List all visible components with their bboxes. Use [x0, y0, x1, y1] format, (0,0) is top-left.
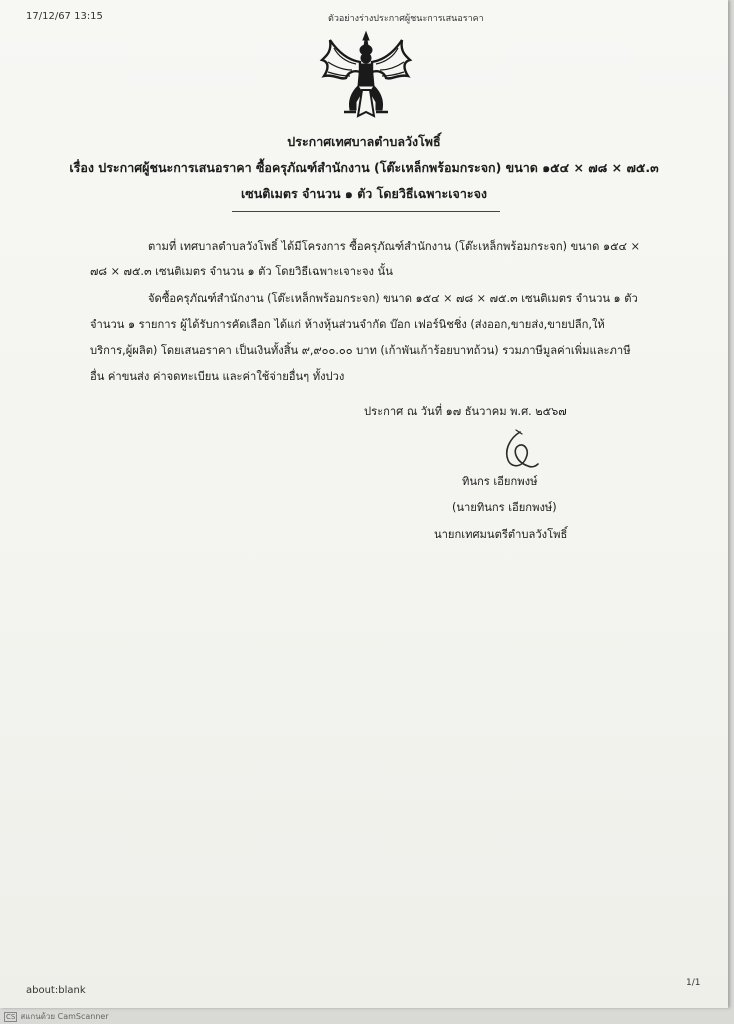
body-paragraph2-line1: จัดซื้อครุภัณฑ์สำนักงาน (โต๊ะเหล็กพร้อมกระจก) ขนาด ๑๕๔ × ๗๘ × ๗๕.๓ เซนติเมตร จำนวน ๑ ตัว — [148, 292, 638, 305]
signatory-position: นายกเทศมนตรีตำบลวังโพธิ์ — [434, 528, 568, 541]
print-footer-page: 1/1 — [686, 978, 701, 988]
print-doc-label: ตัวอย่างร่างประกาศผู้ชนะการเสนอราคา — [328, 14, 484, 24]
scanner-label: สแกนด้วย CamScanner — [20, 1012, 109, 1021]
heading-divider — [232, 211, 500, 212]
body-paragraph2-line4: อื่น ค่าขนส่ง ค่าจดทะเบียน และค่าใช้จ่ายอื่นๆ ทั้งปวง — [90, 370, 345, 383]
body-paragraph2-line2: จำนวน ๑ รายการ ผู้ได้รับการคัดเลือก ได้แก่ ห้างหุ้นส่วนจำกัด บ๊อก เฟอร์นิชชิ่ง (ส่งออก,ขายส่ง,ขายปลีก,ให้ — [90, 318, 605, 331]
body-paragraph1-line2: ๗๘ × ๗๕.๓ เซนติเมตร จำนวน ๑ ตัว โดยวิธีเฉพาะเจาะจง นั้น — [90, 265, 393, 278]
body-paragraph2-line3: บริการ,ผู้ผลิต) โดยเสนอราคา เป็นเงินทั้งสิ้น ๙,๙๐๐.๐๐ บาท (เก้าพันเก้าร้อยบาทถ้วน) รวมภาษีมูลค่าเพิ่มและภาษี — [90, 344, 631, 357]
signatory-name: ทินกร เอียกพงษ์ — [462, 475, 538, 488]
announcement-date: ประกาศ ณ วันที่ ๑๗ ธันวาคม พ.ศ. ๒๕๖๗ — [364, 405, 567, 418]
handwritten-signature-icon — [500, 428, 540, 472]
print-datetime: 17/12/67 13:15 — [26, 11, 103, 22]
body-paragraph1-line1: ตามที่ เทศบาลตำบลวังโพธิ์ ได้มีโครงการ ซื้อครุภัณฑ์สำนักงาน (โต๊ะเหล็กพร้อมกระจก) ขนาด ๑๕๔ × — [148, 240, 640, 253]
document-subject-line2: เซนติเมตร จำนวน ๑ ตัว โดยวิธีเฉพาะเจาะจง — [240, 186, 487, 201]
signatory-full-name: (นายทินกร เอียกพงษ์) — [452, 501, 557, 514]
scanner-watermark — [4, 1010, 109, 1023]
print-footer-url: about:blank — [26, 985, 86, 996]
garuda-emblem-icon — [318, 30, 414, 120]
document-subject-line1: เรื่อง ประกาศผู้ชนะการเสนอราคา ซื้อครุภัณฑ์สำนักงาน (โต๊ะเหล็กพร้อมกระจก) ขนาด ๑๕๔ × ๗๘ × ๗๕.๓ — [69, 160, 659, 175]
camscanner-logo-icon: CS — [6, 1013, 16, 1021]
document-heading: ประกาศเทศบาลตำบลวังโพธิ์ — [287, 134, 441, 149]
